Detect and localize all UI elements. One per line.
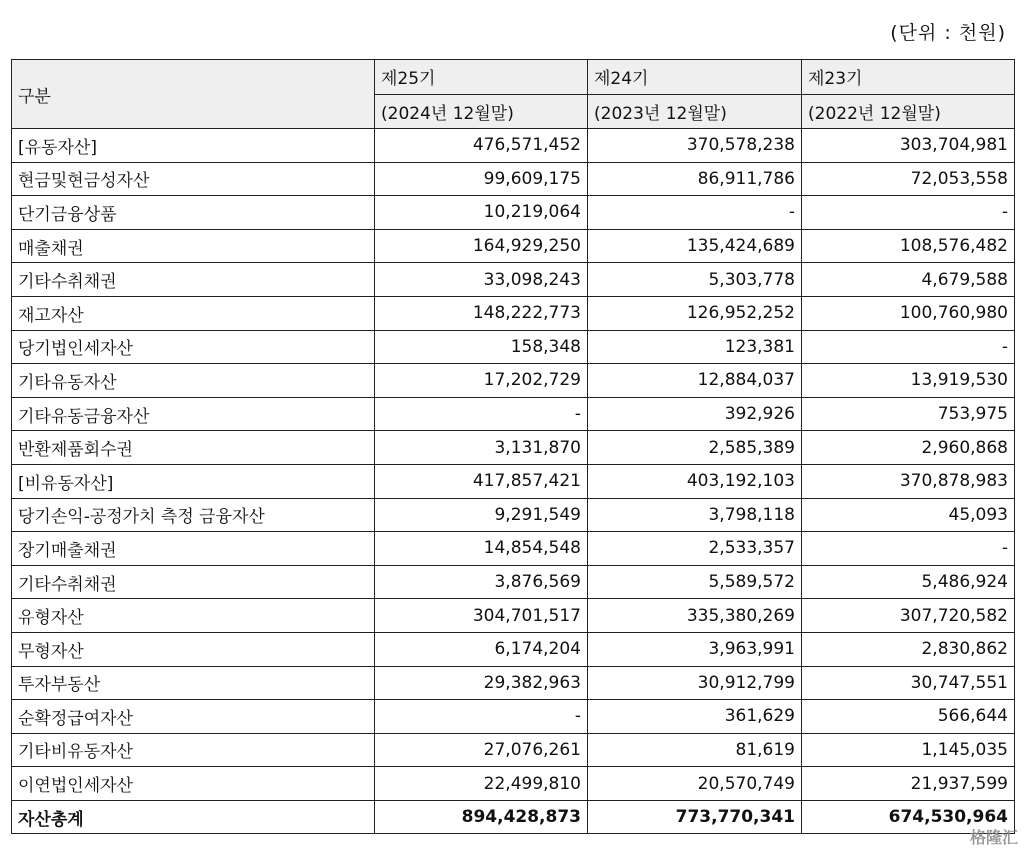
row-value: 21,937,599 <box>802 767 1015 801</box>
row-value: 14,854,548 <box>375 532 588 566</box>
row-value: 361,629 <box>588 700 802 734</box>
row-value: 2,830,862 <box>802 632 1015 666</box>
row-label: 장기매출채권 <box>12 532 375 566</box>
row-value: 3,798,118 <box>588 498 802 532</box>
table-body <box>12 129 1015 834</box>
row-label: 자산총계 <box>12 800 375 834</box>
row-value: 9,291,549 <box>375 498 588 532</box>
row-value: 30,747,551 <box>802 666 1015 700</box>
row-value: 17,202,729 <box>375 364 588 398</box>
row-value: 126,952,252 <box>588 296 802 330</box>
row-value: 307,720,582 <box>802 599 1015 633</box>
row-label: 재고자산 <box>12 296 375 330</box>
row-value: 99,609,175 <box>375 162 588 196</box>
row-label: 기타유동금융자산 <box>12 397 375 431</box>
header-date-2022: (2022년 12월말) <box>802 94 1015 129</box>
row-value: 417,857,421 <box>375 464 588 498</box>
row-label: [비유동자산] <box>12 464 375 498</box>
row-label: 기타수취채권 <box>12 263 375 297</box>
row-value: 108,576,482 <box>802 229 1015 263</box>
header-period-24: 제24기 <box>588 60 802 95</box>
table-row <box>12 565 1015 599</box>
row-value: 476,571,452 <box>375 129 588 163</box>
row-label: 순확정급여자산 <box>12 700 375 734</box>
table-row <box>12 229 1015 263</box>
row-label: 이연법인세자산 <box>12 767 375 801</box>
watermark-logo: 格隆汇 <box>969 828 1018 847</box>
row-label: 기타수취채권 <box>12 565 375 599</box>
row-value: 2,533,357 <box>588 532 802 566</box>
row-label: 매출채권 <box>12 229 375 263</box>
row-value: 27,076,261 <box>375 733 588 767</box>
table-row <box>12 599 1015 633</box>
row-value: 5,303,778 <box>588 263 802 297</box>
header-period-23: 제23기 <box>802 60 1015 95</box>
row-value: 72,053,558 <box>802 162 1015 196</box>
header-date-2023: (2023년 12월말) <box>588 94 802 129</box>
row-label: 당기손익-공정가치 측정 금융자산 <box>12 498 375 532</box>
row-label: 유형자산 <box>12 599 375 633</box>
row-label: 무형자산 <box>12 632 375 666</box>
table-row <box>12 498 1015 532</box>
table-row <box>12 632 1015 666</box>
row-value: 674,530,964 <box>802 800 1015 834</box>
table-row <box>12 666 1015 700</box>
row-value: 135,424,689 <box>588 229 802 263</box>
row-label: [유동자산] <box>12 129 375 163</box>
table-header <box>12 60 1015 129</box>
row-value: 304,701,517 <box>375 599 588 633</box>
row-label: 반환제품회수권 <box>12 431 375 465</box>
row-value: 370,578,238 <box>588 129 802 163</box>
row-value: 3,963,991 <box>588 632 802 666</box>
row-label: 기타유동자산 <box>12 364 375 398</box>
row-value: 30,912,799 <box>588 666 802 700</box>
row-label: 투자부동산 <box>12 666 375 700</box>
row-value: 303,704,981 <box>802 129 1015 163</box>
row-value: 12,884,037 <box>588 364 802 398</box>
unit-label: (단위 : 천원) <box>890 22 1006 44</box>
row-value: 45,093 <box>802 498 1015 532</box>
row-value: - <box>802 330 1015 364</box>
header-date-2024: (2024년 12월말) <box>375 94 588 129</box>
row-label: 단기금융상품 <box>12 196 375 230</box>
table-row <box>12 162 1015 196</box>
table-row <box>12 733 1015 767</box>
header-category: 구분 <box>12 60 375 129</box>
row-label: 당기법인세자산 <box>12 330 375 364</box>
row-value: 123,381 <box>588 330 802 364</box>
row-value: 566,644 <box>802 700 1015 734</box>
row-value: 392,926 <box>588 397 802 431</box>
row-value: 158,348 <box>375 330 588 364</box>
row-value: 29,382,963 <box>375 666 588 700</box>
row-value: 403,192,103 <box>588 464 802 498</box>
table-row <box>12 330 1015 364</box>
row-value: 13,919,530 <box>802 364 1015 398</box>
row-value: 894,428,873 <box>375 800 588 834</box>
row-value: 3,131,870 <box>375 431 588 465</box>
row-value: 20,570,749 <box>588 767 802 801</box>
row-value: 2,960,868 <box>802 431 1015 465</box>
row-value: 4,679,588 <box>802 263 1015 297</box>
row-value: 81,619 <box>588 733 802 767</box>
table-row <box>12 296 1015 330</box>
row-value: 164,929,250 <box>375 229 588 263</box>
row-value: 22,499,810 <box>375 767 588 801</box>
row-value: 33,098,243 <box>375 263 588 297</box>
row-value: 773,770,341 <box>588 800 802 834</box>
row-value: 86,911,786 <box>588 162 802 196</box>
row-value: - <box>588 196 802 230</box>
row-value: - <box>375 397 588 431</box>
row-value: - <box>802 532 1015 566</box>
balance-sheet-table <box>11 59 1015 834</box>
table-row <box>12 196 1015 230</box>
table-row <box>12 431 1015 465</box>
table-row <box>12 364 1015 398</box>
row-value: 3,876,569 <box>375 565 588 599</box>
row-value: - <box>802 196 1015 230</box>
table-row <box>12 464 1015 498</box>
header-period-25: 제25기 <box>375 60 588 95</box>
row-value: 148,222,773 <box>375 296 588 330</box>
row-value: 1,145,035 <box>802 733 1015 767</box>
table-row <box>12 800 1015 834</box>
row-value: 6,174,204 <box>375 632 588 666</box>
row-value: 5,486,924 <box>802 565 1015 599</box>
table-row <box>12 700 1015 734</box>
row-label: 현금및현금성자산 <box>12 162 375 196</box>
row-value: 5,589,572 <box>588 565 802 599</box>
table-row <box>12 263 1015 297</box>
row-value: 10,219,064 <box>375 196 588 230</box>
table-row <box>12 397 1015 431</box>
row-value: 370,878,983 <box>802 464 1015 498</box>
row-label: 기타비유동자산 <box>12 733 375 767</box>
table-row <box>12 129 1015 163</box>
row-value: - <box>375 700 588 734</box>
row-value: 100,760,980 <box>802 296 1015 330</box>
table-row <box>12 532 1015 566</box>
row-value: 2,585,389 <box>588 431 802 465</box>
row-value: 335,380,269 <box>588 599 802 633</box>
row-value: 753,975 <box>802 397 1015 431</box>
table-row <box>12 767 1015 801</box>
